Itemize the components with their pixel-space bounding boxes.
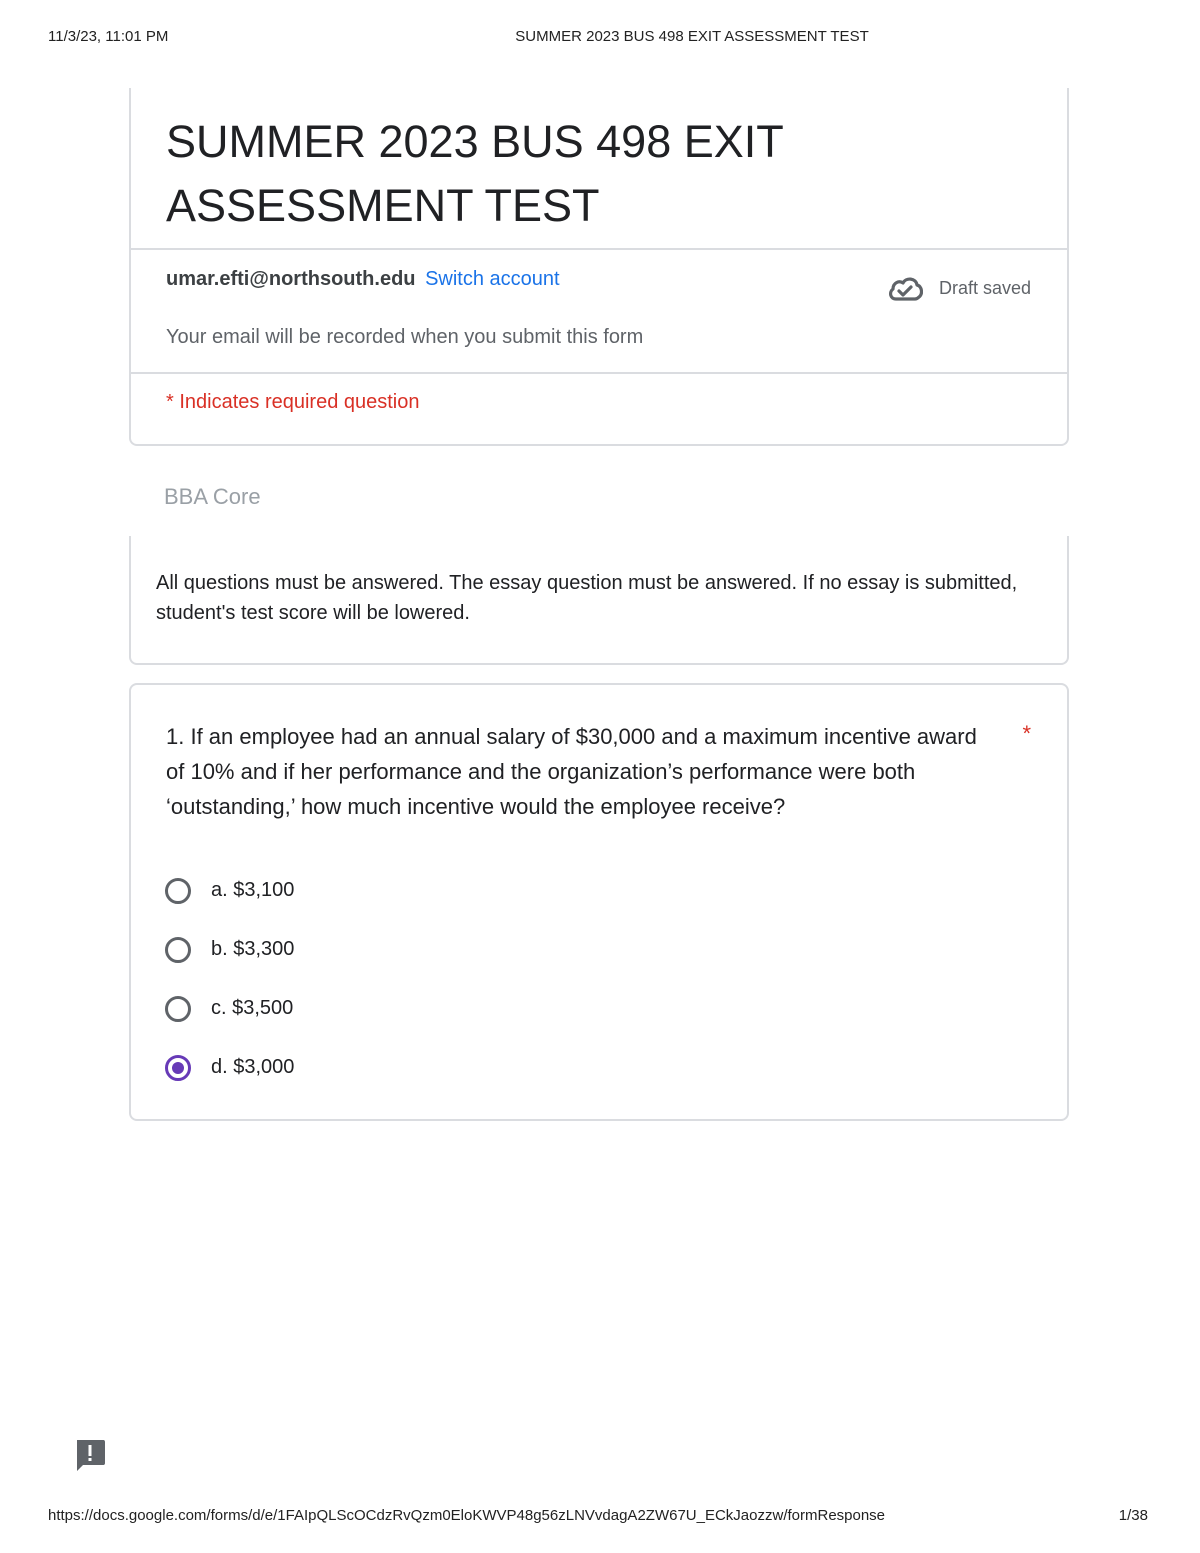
section-description: All questions must be answered. The essay question must be answered. If no essay is submitted, student's test score will be lowered.: [156, 572, 1018, 624]
radio-button-selected[interactable]: [165, 1055, 191, 1081]
print-title: SUMMER 2023 BUS 498 EXIT ASSESSMENT TEST: [515, 28, 869, 45]
print-page-number: 1/38: [1118, 1507, 1148, 1524]
form-title: SUMMER 2023 BUS 498 EXIT ASSESSMENT TEST: [166, 116, 783, 231]
section-description-card: [129, 536, 1069, 665]
radio-button[interactable]: [165, 996, 191, 1022]
radio-button[interactable]: [165, 878, 191, 904]
print-date: 11/3/23, 11:01 PM: [48, 28, 169, 45]
required-note: * Indicates required question: [166, 391, 420, 413]
option-a[interactable]: [165, 861, 294, 920]
option-c[interactable]: [165, 979, 294, 1038]
print-url: https://docs.google.com/forms/d/e/1FAIpQLScOCdzRvQzm0EloKWVP48g56zLNVvdagA2ZW67U_ECkJaozzw/formResponse: [48, 1507, 886, 1524]
print-footer: [0, 1507, 1200, 1527]
option-label: c. $3,500: [211, 997, 294, 1019]
divider: [131, 248, 1067, 250]
email-note: Your email will be recorded when you submit this form: [166, 326, 644, 348]
option-label: d. $3,000: [211, 1056, 295, 1078]
option-d[interactable]: [165, 1038, 294, 1097]
options-list: [165, 861, 294, 1097]
divider: [131, 372, 1067, 374]
radio-button[interactable]: [165, 937, 191, 963]
option-label: b. $3,300: [211, 938, 295, 960]
section-title: BBA Core: [164, 484, 261, 509]
account-row: [166, 268, 560, 291]
cloud-saved-icon: [887, 274, 923, 302]
form-header-card: [129, 88, 1069, 446]
required-star: *: [1022, 721, 1031, 746]
feedback-icon[interactable]: [74, 1439, 106, 1473]
switch-account-link[interactable]: Switch account: [425, 268, 560, 290]
option-b[interactable]: [165, 920, 294, 979]
draft-status: [887, 274, 1031, 302]
question-text: 1. If an employee had an annual salary of $30,000 and a maximum incentive award of 10% and if her performance and the organization’s performance were both ‘outstanding,’ how much incentive would the employee receive?: [166, 724, 977, 819]
account-email: umar.efti@northsouth.edu: [166, 268, 416, 290]
option-label: a. $3,100: [211, 879, 295, 901]
print-header: [0, 28, 1200, 48]
question-card: [129, 683, 1069, 1121]
draft-status-label: Draft saved: [938, 277, 1031, 298]
